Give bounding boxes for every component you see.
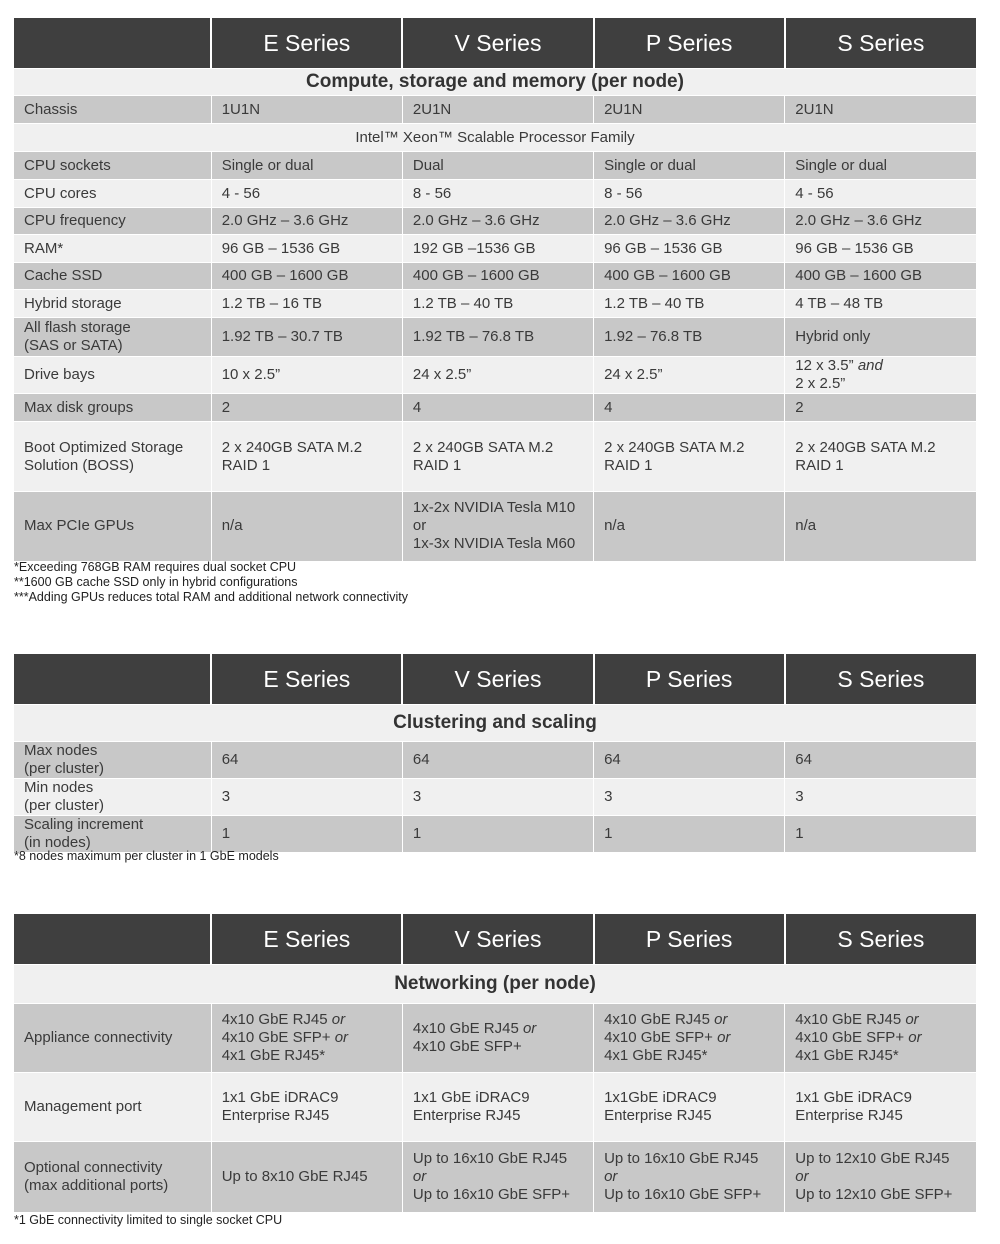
cell: 1.92 TB – 30.7 TB: [211, 318, 402, 357]
table-row: [14, 357, 976, 394]
label-line: (in nodes): [24, 834, 91, 851]
header-blank: [14, 914, 211, 965]
cell-line: 1x-2x NVIDIA Tesla M10: [412, 499, 576, 517]
table-row: [14, 1142, 976, 1212]
cell-line: 4x10 GbE RJ45: [604, 1011, 710, 1028]
table-row: [14, 263, 976, 290]
header-v-series: V Series: [402, 654, 593, 705]
cell: [594, 422, 785, 492]
cell: [594, 1004, 785, 1073]
cell: [594, 1073, 785, 1142]
cell: Dual: [402, 152, 593, 180]
header-s-series: S Series: [785, 914, 976, 965]
table-row: [14, 290, 976, 318]
row-label: Chassis: [14, 96, 211, 124]
cell-line: RAID 1: [795, 456, 844, 474]
cell-line: 4x1 GbE RJ45*: [221, 1047, 326, 1064]
cell-line: 1x1GbE iDRAC9: [604, 1089, 717, 1106]
cell: [402, 492, 593, 561]
clustering-table: [14, 653, 976, 852]
cell: 1.92 – 76.8 TB: [594, 318, 785, 357]
cell: 2: [211, 394, 402, 422]
table-row: [14, 1004, 976, 1073]
table-row: [14, 742, 976, 779]
compute-storage-table: [14, 17, 976, 561]
cell-line: 1x1 GbE iDRAC9: [795, 1089, 912, 1106]
row-label: [14, 318, 211, 357]
section-title: Clustering and scaling: [14, 705, 976, 742]
row-label: RAM*: [14, 235, 211, 263]
cell: 8 - 56: [402, 180, 593, 208]
table-row: [14, 318, 976, 357]
cell: 1.2 TB – 16 TB: [211, 290, 402, 318]
label-line: Scaling increment: [24, 816, 144, 833]
cell: 2U1N: [594, 96, 785, 124]
label-line: Solution (BOSS): [24, 456, 135, 474]
cell: 400 GB – 1600 GB: [785, 263, 976, 290]
section-title: Compute, storage and memory (per node): [14, 69, 976, 96]
table-row: [14, 208, 976, 235]
cell-conjunction: or: [522, 1020, 537, 1037]
header-blank: [14, 18, 211, 69]
cell: [211, 422, 402, 492]
row-label: CPU frequency: [14, 208, 211, 235]
cell: 2U1N: [402, 96, 593, 124]
label-line: Min nodes: [24, 779, 94, 796]
section-title: Networking (per node): [14, 965, 976, 1004]
cell: 8 - 56: [594, 180, 785, 208]
cell: 2: [785, 394, 976, 422]
cell: 3: [785, 779, 976, 816]
row-label: CPU sockets: [14, 152, 211, 180]
cell: 2.0 GHz – 3.6 GHz: [402, 208, 593, 235]
table-row: [14, 152, 976, 180]
header-s-series: S Series: [785, 18, 976, 69]
cell: Single or dual: [211, 152, 402, 180]
cell-line: 4x10 GbE SFP+: [412, 1038, 522, 1055]
row-label: [14, 742, 211, 779]
row-label: Appliance connectivity: [14, 1004, 211, 1073]
cell: Up to 8x10 GbE RJ45: [211, 1142, 402, 1212]
cell: [785, 1004, 976, 1073]
cell-line: Up to 12x10 GbE RJ45: [795, 1149, 950, 1167]
cell: 64: [402, 742, 593, 779]
footnote: ***Adding GPUs reduces total RAM and additional network connectivity: [14, 590, 408, 604]
table-row: [14, 180, 976, 208]
row-label: Cache SSD: [14, 263, 211, 290]
header-blank: [14, 654, 211, 705]
cell: 1: [785, 816, 976, 853]
table-row: [14, 1073, 976, 1142]
table-row: [14, 96, 976, 124]
cell-conjunction: or: [905, 1011, 919, 1028]
cell: [402, 1004, 593, 1073]
row-label: Management port: [14, 1073, 211, 1142]
label-line: (per cluster): [24, 760, 105, 777]
footnote: *Exceeding 768GB RAM requires dual socket CPU: [14, 560, 297, 574]
cell-line: 4x10 GbE SFP+: [221, 1029, 331, 1046]
cell-line: Up to 16x10 GbE RJ45: [604, 1149, 759, 1167]
cell: Hybrid only: [785, 318, 976, 357]
footnote: *8 nodes maximum per cluster in 1 GbE models: [14, 849, 279, 863]
cell-line: 4x10 GbE SFP+: [604, 1029, 713, 1046]
cell: 1: [402, 816, 593, 853]
cell: 2.0 GHz – 3.6 GHz: [785, 208, 976, 235]
label-line: (max additional ports): [24, 1176, 169, 1194]
row-label: Drive bays: [14, 357, 211, 394]
section-row: [14, 69, 976, 96]
footnote: *1 GbE connectivity limited to single socket CPU: [14, 1213, 283, 1227]
table-row: [14, 124, 976, 152]
cell-line: 12 x 3.5”: [795, 357, 854, 374]
cell: 1: [594, 816, 785, 853]
cell-conjunction: or: [334, 1029, 349, 1046]
table-row: [14, 394, 976, 422]
cell-line: or: [412, 517, 427, 535]
cell-line: Enterprise RJ45: [221, 1107, 330, 1124]
cell: 2.0 GHz – 3.6 GHz: [594, 208, 785, 235]
table3-footnote: [14, 1213, 282, 1228]
cell: [211, 1073, 402, 1142]
row-label: [14, 422, 211, 492]
label-line: (SAS or SATA): [24, 337, 123, 354]
row-label: Hybrid storage: [14, 290, 211, 318]
cell-line: Up to 12x10 GbE SFP+: [795, 1185, 953, 1203]
header-p-series: P Series: [594, 654, 785, 705]
table-row: [14, 779, 976, 816]
cell-line: 2 x 240GB SATA M.2: [795, 438, 936, 456]
cell: [785, 1142, 976, 1212]
cell: 4 - 56: [211, 180, 402, 208]
label-line: Boot Optimized Storage: [24, 438, 184, 456]
cell-line: Enterprise RJ45: [412, 1107, 521, 1124]
cell: 24 x 2.5”: [402, 357, 593, 394]
cell-line: 1x-3x NVIDIA Tesla M60: [412, 535, 576, 553]
processor-family: Intel™ Xeon™ Scalable Processor Family: [14, 124, 976, 152]
cell: 1.2 TB – 40 TB: [594, 290, 785, 318]
header-p-series: P Series: [594, 914, 785, 965]
cell: 400 GB – 1600 GB: [402, 263, 593, 290]
row-label: [14, 1142, 211, 1212]
table-row: [14, 235, 976, 263]
table2-footnote: [14, 849, 279, 864]
cell: 2U1N: [785, 96, 976, 124]
cell-line: Enterprise RJ45: [795, 1107, 903, 1124]
cell: 96 GB – 1536 GB: [594, 235, 785, 263]
cell: 400 GB – 1600 GB: [211, 263, 402, 290]
cell: 1: [211, 816, 402, 853]
cell: 4 TB – 48 TB: [785, 290, 976, 318]
table1-footnotes: [14, 560, 408, 605]
cell: [785, 1073, 976, 1142]
cell: 4: [402, 394, 593, 422]
cell-line: 2 x 240GB SATA M.2: [412, 438, 554, 456]
cell-line: RAID 1: [221, 456, 271, 474]
cell: 2.0 GHz – 3.6 GHz: [211, 208, 402, 235]
cell-line: RAID 1: [604, 456, 653, 474]
cell: [594, 1142, 785, 1212]
label-line: (per cluster): [24, 797, 105, 814]
header-e-series: E Series: [211, 914, 402, 965]
cell-line: 1x1 GbE iDRAC9: [221, 1089, 339, 1106]
cell: 1U1N: [211, 96, 402, 124]
footnote: **1600 GB cache SSD only in hybrid configurations: [14, 575, 298, 589]
label-line: All flash storage: [24, 319, 131, 336]
table-row: [14, 816, 976, 853]
row-label: CPU cores: [14, 180, 211, 208]
cell-line: Up to 16x10 GbE SFP+: [412, 1185, 571, 1203]
cell-conjunction: or: [908, 1029, 922, 1046]
cell-conjunction: or: [714, 1011, 728, 1028]
cell: 3: [211, 779, 402, 816]
cell: 96 GB – 1536 GB: [785, 235, 976, 263]
cell-line: Up to 16x10 GbE SFP+: [604, 1185, 762, 1203]
cell: 10 x 2.5”: [211, 357, 402, 394]
row-label: [14, 779, 211, 816]
cell: 96 GB – 1536 GB: [211, 235, 402, 263]
cell: 24 x 2.5”: [594, 357, 785, 394]
cell-line: 2 x 240GB SATA M.2: [221, 438, 363, 456]
cell: Single or dual: [594, 152, 785, 180]
header-v-series: V Series: [402, 18, 593, 69]
cell: Single or dual: [785, 152, 976, 180]
header-row: [14, 18, 976, 69]
cell: 4: [594, 394, 785, 422]
header-e-series: E Series: [211, 18, 402, 69]
cell: 400 GB – 1600 GB: [594, 263, 785, 290]
cell: [402, 422, 593, 492]
cell-conjunction: or: [412, 1167, 427, 1185]
cell: 1.2 TB – 40 TB: [402, 290, 593, 318]
header-row: [14, 654, 976, 705]
header-p-series: P Series: [594, 18, 785, 69]
cell-line: Enterprise RJ45: [604, 1107, 712, 1124]
row-label: Max disk groups: [14, 394, 211, 422]
cell: 3: [402, 779, 593, 816]
cell: n/a: [785, 492, 976, 561]
cell: 1.92 TB – 76.8 TB: [402, 318, 593, 357]
header-e-series: E Series: [211, 654, 402, 705]
cell-conjunction: or: [795, 1167, 809, 1185]
label-line: Max nodes: [24, 742, 98, 759]
cell: [211, 1004, 402, 1073]
cell-line: Up to 16x10 GbE RJ45: [412, 1149, 568, 1167]
header-row: [14, 914, 976, 965]
cell: 192 GB –1536 GB: [402, 235, 593, 263]
section-row: [14, 965, 976, 1004]
cell: 64: [211, 742, 402, 779]
row-label: [14, 816, 211, 853]
cell: [785, 357, 976, 394]
cell: 4 - 56: [785, 180, 976, 208]
cell: [402, 1073, 593, 1142]
section-row: [14, 705, 976, 742]
row-label: Max PCIe GPUs: [14, 492, 211, 561]
cell-line: 4x10 GbE RJ45: [412, 1020, 519, 1037]
cell-line: 2 x 2.5”: [795, 375, 846, 392]
label-line: Optional connectivity: [24, 1158, 163, 1176]
cell: n/a: [211, 492, 402, 561]
cell: n/a: [594, 492, 785, 561]
cell: 3: [594, 779, 785, 816]
cell: 64: [785, 742, 976, 779]
cell-line: 4x1 GbE RJ45*: [795, 1047, 899, 1064]
header-v-series: V Series: [402, 914, 593, 965]
cell-line: 2 x 240GB SATA M.2: [604, 438, 745, 456]
cell-conjunction: and: [857, 357, 883, 374]
cell-line: 1x1 GbE iDRAC9: [412, 1089, 530, 1106]
table-row: [14, 422, 976, 492]
cell-conjunction: or: [717, 1029, 731, 1046]
cell-line: 4x10 GbE SFP+: [795, 1029, 905, 1046]
table-row: [14, 492, 976, 561]
header-s-series: S Series: [785, 654, 976, 705]
cell-line: 4x10 GbE RJ45: [795, 1011, 902, 1028]
cell: 64: [594, 742, 785, 779]
cell: [785, 422, 976, 492]
networking-table: [14, 913, 976, 1212]
cell-conjunction: or: [331, 1011, 346, 1028]
cell-line: RAID 1: [412, 456, 462, 474]
cell-conjunction: or: [604, 1167, 618, 1185]
cell-line: 4x10 GbE RJ45: [221, 1011, 328, 1028]
cell-line: 4x1 GbE RJ45*: [604, 1047, 708, 1064]
cell: [402, 1142, 593, 1212]
